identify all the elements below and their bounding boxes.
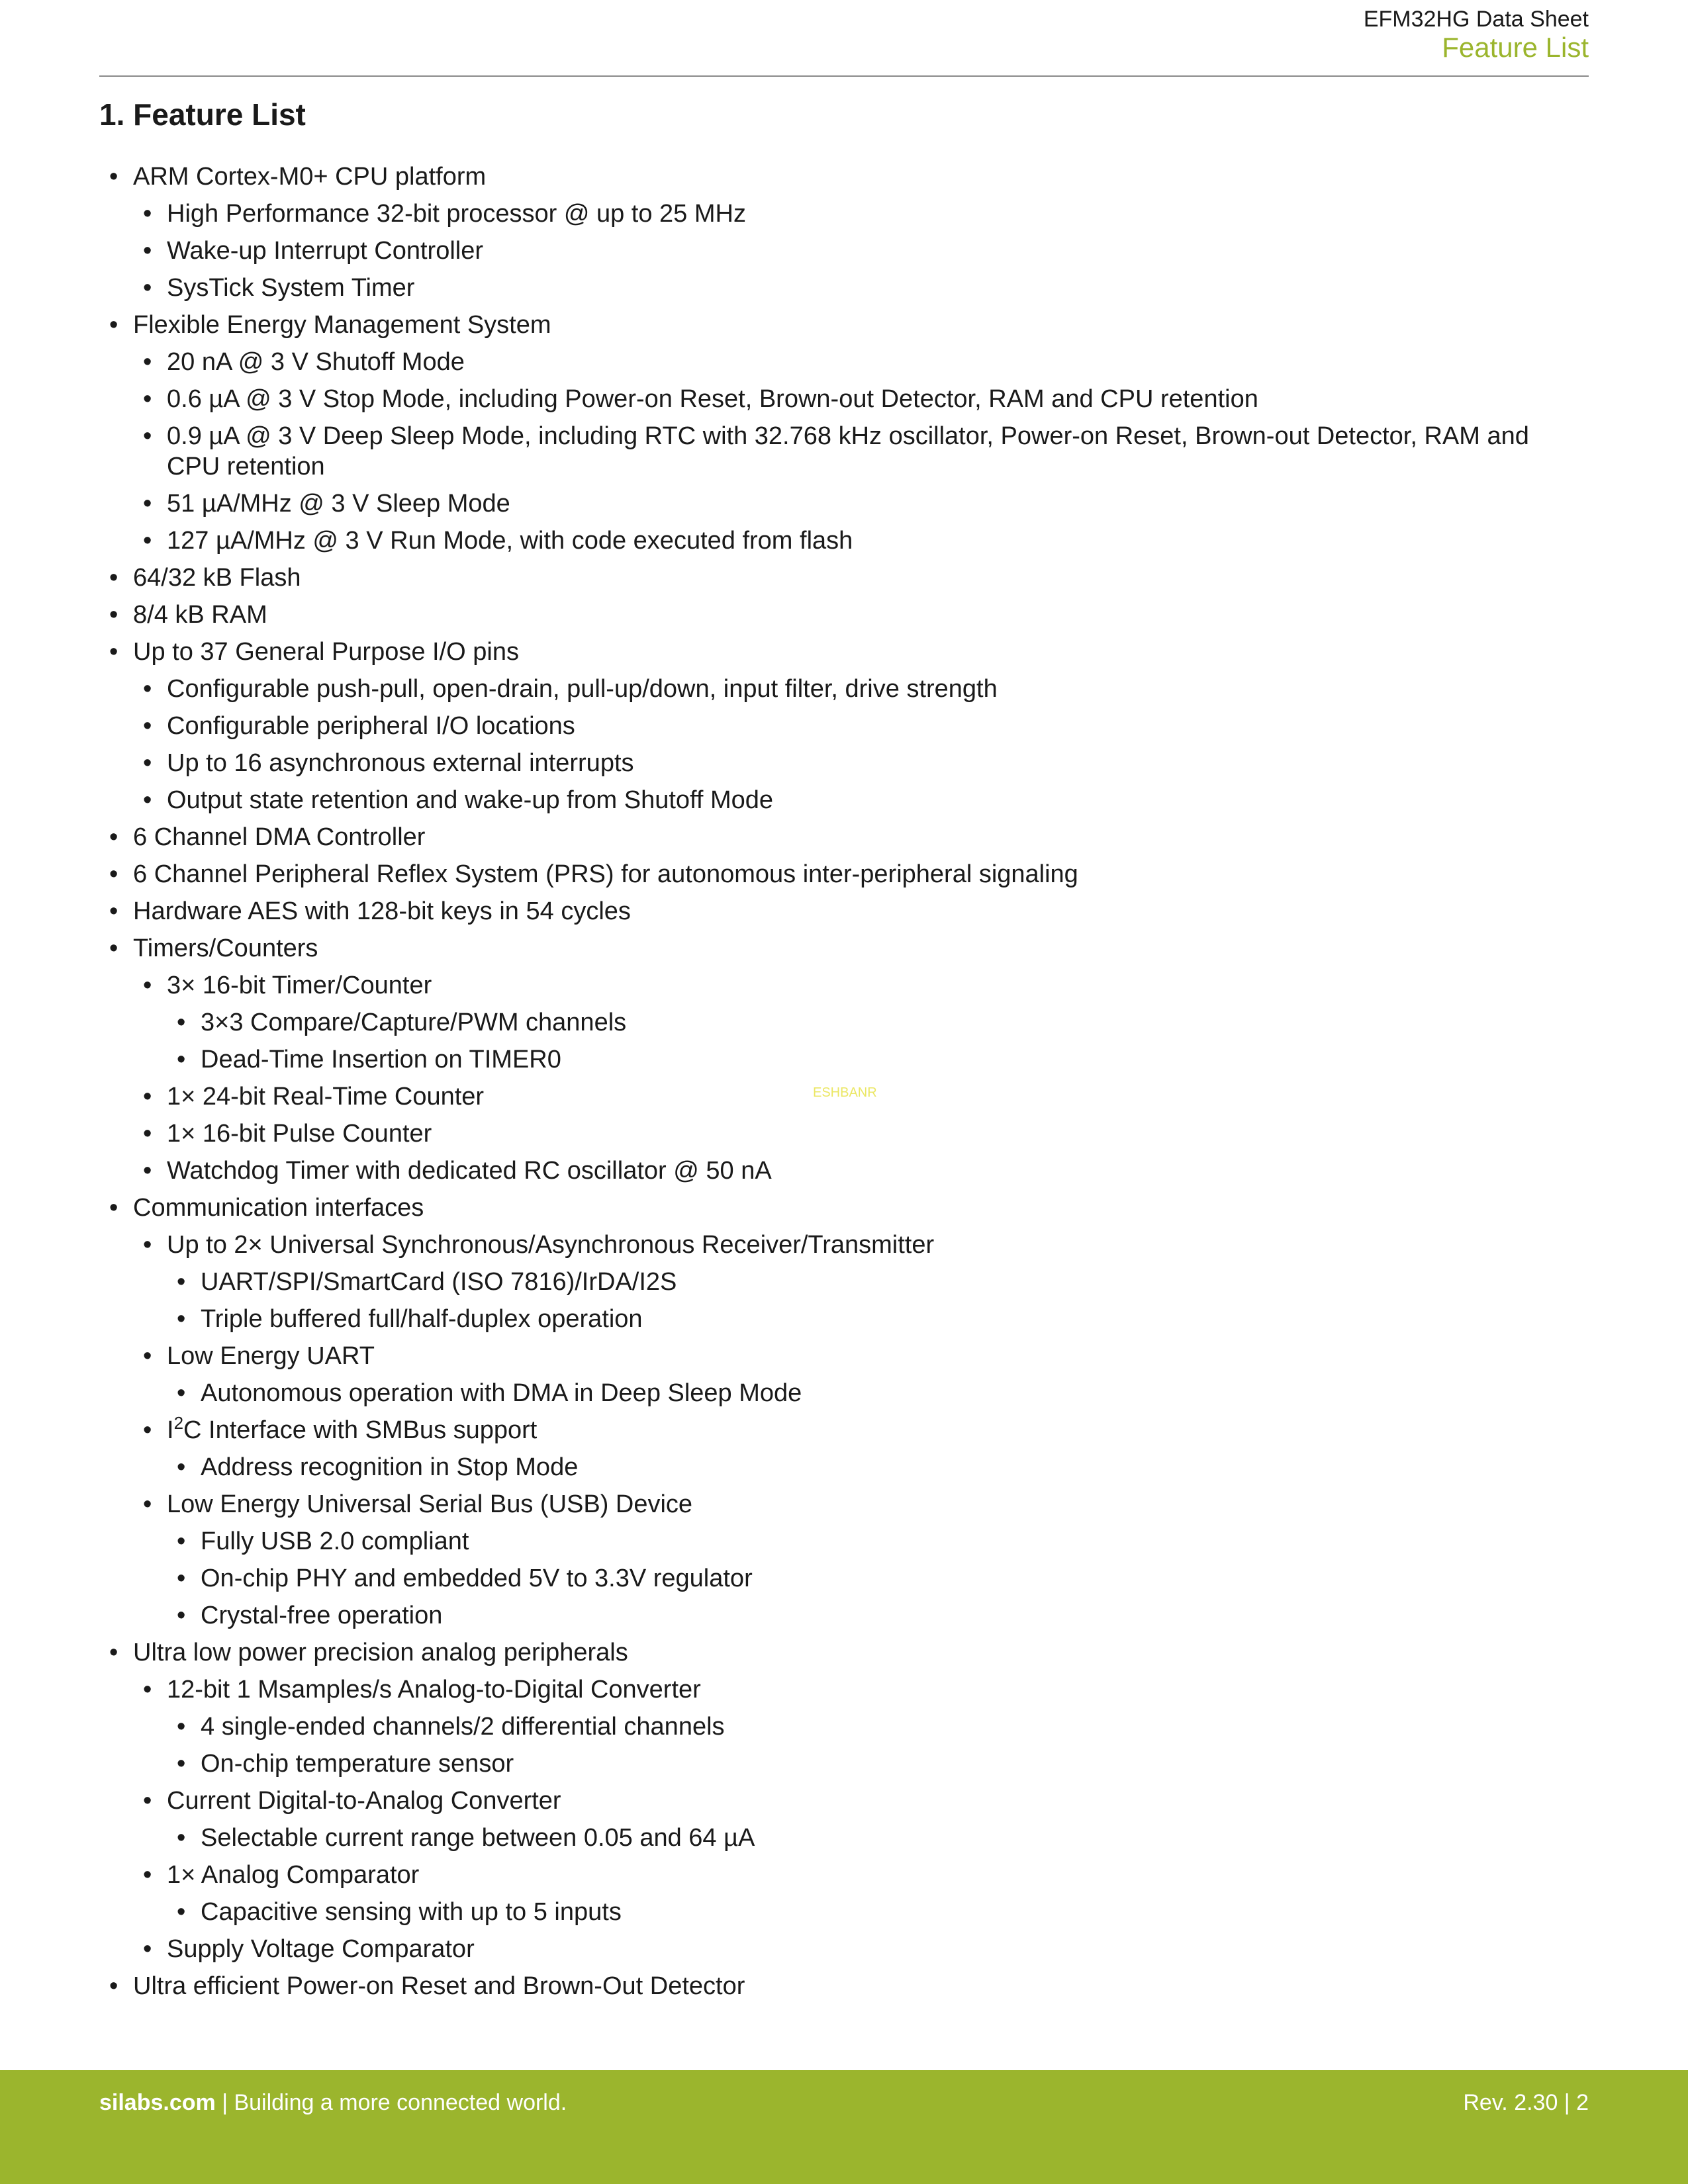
bullet-icon: • (143, 237, 152, 265)
feature-text (133, 934, 318, 962)
feature-text (167, 237, 483, 265)
feature-text-body: On-chip PHY and embedded 5V to 3.3V regulator (201, 1565, 753, 1592)
bullet-icon: • (177, 1379, 186, 1407)
bullet-icon: • (143, 200, 152, 228)
feature-text-body: Selectable current range between 0.05 and 64 µA (201, 1824, 755, 1852)
feature-text-body: Output state retention and wake-up from Shutoff Mode (167, 786, 774, 814)
bullet-icon: • (109, 601, 118, 629)
feature-list (0, 161, 1688, 2008)
feature-text (201, 1379, 802, 1407)
feature-item-level-0 (109, 563, 1589, 593)
feature-text (133, 1194, 424, 1222)
bullet-icon: • (177, 1305, 186, 1333)
footer-site-link[interactable]: silabs.com (99, 2090, 216, 2115)
feature-text-body: 20 nA @ 3 V Shutoff Mode (167, 348, 465, 376)
feature-item-level-2 (177, 1044, 1589, 1075)
footer-brand (99, 2090, 567, 2116)
feature-text (201, 1268, 677, 1296)
feature-item-level-1 (143, 1341, 1589, 1371)
feature-item-level-0 (109, 637, 1589, 667)
bullet-icon: • (143, 348, 152, 376)
bullet-icon: • (109, 564, 118, 592)
feature-item-level-1 (143, 970, 1589, 1001)
feature-text (133, 601, 267, 629)
bullet-icon: • (109, 1639, 118, 1666)
bullet-icon: • (143, 1490, 152, 1518)
feature-text (201, 1305, 643, 1333)
bullet-icon: • (177, 1268, 186, 1296)
feature-item-level-1 (143, 785, 1589, 815)
feature-text-body: 0.9 µA @ 3 V Deep Sleep Mode, including RTC with 32.768 kHz oscillator, Power-on Reset, Brown-out Detector, RAM and CPU retention (167, 422, 1529, 480)
feature-item-level-2 (177, 1007, 1589, 1038)
feature-text (167, 972, 432, 999)
feature-text-body: C Interface with SMBus support (183, 1416, 538, 1444)
feature-text (167, 1231, 934, 1259)
feature-text-body: Autonomous operation with DMA in Deep Sleep Mode (201, 1379, 802, 1407)
feature-text (167, 1157, 772, 1185)
feature-item-level-1 (143, 711, 1589, 741)
feature-text-body: 51 µA/MHz @ 3 V Sleep Mode (167, 490, 510, 518)
feature-item-level-1 (143, 421, 1589, 482)
feature-text (167, 527, 853, 555)
feature-text (167, 1676, 701, 1704)
bullet-icon: • (143, 1083, 152, 1111)
feature-text-body: Hardware AES with 128-bit keys in 54 cycles (133, 897, 631, 925)
feature-text (133, 897, 631, 925)
feature-text-body: Configurable peripheral I/O locations (167, 712, 575, 740)
bullet-icon: • (109, 1972, 118, 2000)
feature-text (167, 749, 634, 777)
feature-text-body: 1× 16-bit Pulse Counter (167, 1120, 432, 1148)
feature-item-level-0 (109, 600, 1589, 630)
feature-text-superscript: 2 (173, 1413, 184, 1433)
feature-item-level-1 (143, 1934, 1589, 1964)
feature-text (201, 1453, 578, 1481)
feature-text (167, 1935, 475, 1963)
document-title: EFM32HG Data Sheet (1363, 7, 1589, 32)
feature-text (201, 1527, 469, 1555)
feature-item-level-1 (143, 199, 1589, 229)
feature-text-body: Up to 16 asynchronous external interrupts (167, 749, 634, 777)
feature-text (167, 1120, 432, 1148)
feature-text-body: Crystal-free operation (201, 1602, 443, 1629)
feature-text (167, 385, 1258, 413)
feature-text (133, 1972, 745, 2000)
feature-text-body: High Performance 32-bit processor @ up to 25 MHz (167, 200, 746, 228)
feature-item-level-2 (177, 1711, 1589, 1742)
bullet-icon: • (109, 638, 118, 666)
bullet-icon: • (143, 490, 152, 518)
bullet-icon: • (177, 1009, 186, 1036)
feature-item-level-2 (177, 1563, 1589, 1594)
feature-text-body: SysTick System Timer (167, 274, 415, 302)
bullet-icon: • (143, 1416, 152, 1444)
bullet-icon: • (177, 1713, 186, 1741)
feature-text-body: Ultra low power precision analog peripherals (133, 1639, 628, 1666)
feature-text-body: Capacitive sensing with up to 5 inputs (201, 1898, 622, 1926)
feature-item-level-1 (143, 488, 1589, 519)
feature-text-body: 3× 16-bit Timer/Counter (167, 972, 432, 999)
feature-text (201, 1565, 753, 1592)
bullet-icon: • (143, 1231, 152, 1259)
bullet-icon: • (109, 897, 118, 925)
feature-text-body: Timers/Counters (133, 934, 318, 962)
feature-item-level-0 (109, 859, 1589, 889)
bullet-icon: • (143, 786, 152, 814)
feature-item-level-1 (143, 674, 1589, 704)
feature-text (201, 1824, 755, 1852)
feature-text (167, 1342, 375, 1370)
feature-text (201, 1713, 725, 1741)
feature-item-level-1 (143, 1860, 1589, 1890)
feature-text (201, 1009, 626, 1036)
bullet-icon: • (143, 385, 152, 413)
feature-item-level-0 (109, 822, 1589, 852)
feature-item-level-2 (177, 1304, 1589, 1334)
bullet-icon: • (143, 1342, 152, 1370)
bullet-icon: • (109, 311, 118, 339)
bullet-icon: • (143, 274, 152, 302)
feature-text-body: 127 µA/MHz @ 3 V Run Mode, with code executed from flash (167, 527, 853, 555)
feature-item-level-1 (143, 1674, 1589, 1705)
feature-item-level-2 (177, 1267, 1589, 1297)
feature-text-prefix: I (167, 1416, 174, 1444)
feature-item-level-2 (177, 1823, 1589, 1853)
feature-item-level-2 (177, 1897, 1589, 1927)
feature-item-level-1 (143, 1118, 1589, 1149)
bullet-icon: • (143, 1861, 152, 1889)
feature-item-level-0 (109, 896, 1589, 927)
watermark-text: ESHBANR (813, 1085, 877, 1100)
feature-text-body: 0.6 µA @ 3 V Stop Mode, including Power-on Reset, Brown-out Detector, RAM and CPU retention (167, 385, 1258, 413)
feature-item-level-2 (177, 1452, 1589, 1482)
feature-text-body: 6 Channel DMA Controller (133, 823, 426, 851)
bullet-icon: • (109, 860, 118, 888)
feature-text-body: 1× Analog Comparator (167, 1861, 420, 1889)
feature-text (167, 1413, 538, 1444)
feature-text (167, 675, 998, 703)
bullet-icon: • (177, 1527, 186, 1555)
bullet-icon: • (177, 1750, 186, 1778)
bullet-icon: • (109, 1194, 118, 1222)
feature-item-level-0 (109, 161, 1589, 192)
feature-item-level-1 (143, 1081, 1589, 1112)
feature-text (167, 712, 575, 740)
feature-text-body: Address recognition in Stop Mode (201, 1453, 579, 1481)
feature-item-level-0 (109, 310, 1589, 340)
bullet-icon: • (109, 163, 118, 191)
feature-text-body: Current Digital-to-Analog Converter (167, 1787, 561, 1815)
feature-item-level-1 (143, 1156, 1589, 1186)
feature-text (167, 1787, 561, 1815)
page-header (99, 0, 1589, 77)
feature-text (133, 163, 486, 191)
feature-text-body: 6 Channel Peripheral Reflex System (PRS) for autonomous inter-peripheral signaling (133, 860, 1078, 888)
feature-text (201, 1750, 514, 1778)
footer-revision-page: Rev. 2.30 | 2 (1463, 2090, 1589, 2115)
page-footer (0, 2070, 1688, 2184)
feature-text (167, 200, 746, 228)
bullet-icon: • (143, 1935, 152, 1963)
feature-text-body: Triple buffered full/half-duplex operation (201, 1305, 643, 1333)
bullet-icon: • (143, 675, 152, 703)
feature-text (167, 1490, 692, 1518)
feature-item-level-1 (143, 1489, 1589, 1520)
bullet-icon: • (143, 1676, 152, 1704)
bullet-icon: • (177, 1898, 186, 1926)
bullet-icon: • (143, 1787, 152, 1815)
feature-item-level-0 (109, 1193, 1589, 1223)
feature-text-body: ARM Cortex-M0+ CPU platform (133, 163, 487, 191)
feature-text (167, 786, 773, 814)
feature-item-level-2 (177, 1526, 1589, 1557)
feature-text-body: Up to 2× Universal Synchronous/Asynchronous Receiver/Transmitter (167, 1231, 935, 1259)
feature-text-body: Flexible Energy Management System (133, 311, 551, 339)
feature-text-body: Ultra efficient Power-on Reset and Brown-Out Detector (133, 1972, 745, 2000)
bullet-icon: • (143, 1120, 152, 1148)
feature-text (167, 490, 510, 518)
feature-text-body: 8/4 kB RAM (133, 601, 267, 629)
feature-text-body: UART/SPI/SmartCard (ISO 7816)/IrDA/I2S (201, 1268, 677, 1296)
feature-text (133, 823, 425, 851)
page-title: 1. Feature List (99, 97, 306, 132)
feature-text-body: Up to 37 General Purpose I/O pins (133, 638, 519, 666)
feature-text (133, 860, 1078, 888)
feature-text (133, 564, 301, 592)
bullet-icon: • (109, 934, 118, 962)
feature-text-body: Dead-Time Insertion on TIMER0 (201, 1046, 561, 1073)
feature-text-body: 12-bit 1 Msamples/s Analog-to-Digital Converter (167, 1676, 701, 1704)
bullet-icon: • (143, 712, 152, 740)
feature-item-level-1 (143, 273, 1589, 303)
feature-text-body: Communication interfaces (133, 1194, 424, 1222)
feature-item-level-1 (143, 748, 1589, 778)
feature-text-body: Configurable push-pull, open-drain, pull-up/down, input filter, drive strength (167, 675, 998, 703)
bullet-icon: • (143, 1157, 152, 1185)
bullet-icon: • (143, 527, 152, 555)
feature-text-body: 3×3 Compare/Capture/PWM channels (201, 1009, 627, 1036)
feature-item-level-2 (177, 1600, 1589, 1631)
feature-item-level-2 (177, 1378, 1589, 1408)
feature-text-body: On-chip temperature sensor (201, 1750, 514, 1778)
feature-item-level-0 (109, 933, 1589, 964)
bullet-icon: • (177, 1602, 186, 1629)
bullet-icon: • (177, 1824, 186, 1852)
feature-text-body: Fully USB 2.0 compliant (201, 1527, 469, 1555)
feature-text-body: 1× 24-bit Real-Time Counter (167, 1083, 485, 1111)
header-section-name: Feature List (1442, 32, 1589, 63)
bullet-icon: • (143, 749, 152, 777)
feature-text-body: Supply Voltage Comparator (167, 1935, 475, 1963)
feature-text (167, 274, 414, 302)
feature-item-level-1 (143, 347, 1589, 377)
feature-text (167, 348, 465, 376)
feature-item-level-0 (109, 1637, 1589, 1668)
feature-item-level-1 (143, 1230, 1589, 1260)
feature-text (133, 311, 551, 339)
feature-text-body: Low Energy Universal Serial Bus (USB) Device (167, 1490, 693, 1518)
feature-item-level-1 (143, 384, 1589, 414)
feature-text (201, 1898, 622, 1926)
bullet-icon: • (177, 1565, 186, 1592)
bullet-icon: • (177, 1046, 186, 1073)
bullet-icon: • (177, 1453, 186, 1481)
feature-item-level-2 (177, 1749, 1589, 1779)
feature-text-body: Low Energy UART (167, 1342, 375, 1370)
feature-item-level-0 (109, 1971, 1589, 2001)
feature-item-level-1 (143, 1413, 1589, 1445)
feature-text-body: 4 single-ended channels/2 differential channels (201, 1713, 725, 1741)
feature-text (201, 1046, 561, 1073)
feature-item-level-1 (143, 525, 1589, 556)
feature-text (133, 1639, 628, 1666)
feature-text-body: Watchdog Timer with dedicated RC oscillator @ 50 nA (167, 1157, 772, 1185)
feature-text (167, 1083, 484, 1111)
feature-text (133, 638, 519, 666)
feature-text (201, 1602, 442, 1629)
feature-text-body: Wake-up Interrupt Controller (167, 237, 484, 265)
footer-tagline: | Building a more connected world. (215, 2090, 567, 2115)
feature-text (167, 1861, 419, 1889)
feature-text-body: 64/32 kB Flash (133, 564, 301, 592)
feature-item-level-1 (143, 236, 1589, 266)
feature-item-level-1 (143, 1786, 1589, 1816)
bullet-icon: • (143, 422, 152, 450)
feature-text (167, 421, 1589, 482)
bullet-icon: • (109, 823, 118, 851)
bullet-icon: • (143, 972, 152, 999)
